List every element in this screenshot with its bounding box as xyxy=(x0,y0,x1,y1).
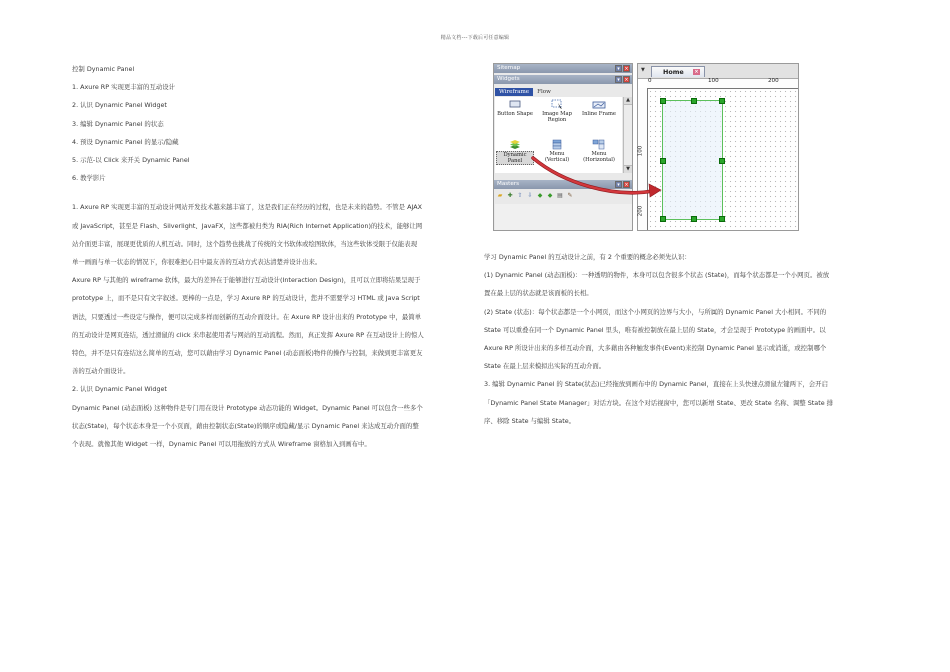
move-down-icon[interactable]: ⇩ xyxy=(527,192,533,199)
inline-frame-icon xyxy=(592,99,606,110)
right-column xyxy=(484,248,884,430)
paragraph: 「Dynamic Panel State Manager」对话方块。在这个对话视窗中，您可以新增 State、更改 State 名称、调整 State 排 xyxy=(484,398,834,407)
paragraph: 站介面更丰富，展现更优质的人机互动。同时，这个趋势也挑战了传统的文书软体或绘图软体，当这些软体受限于仅能表现 xyxy=(72,239,418,248)
tab-flow[interactable]: Flow xyxy=(537,89,551,95)
dynamic-panel-icon xyxy=(508,139,522,150)
paragraph: 语法，只要透过一些设定与操作，便可以完成多样而创新的互动介面设计。在 Axure RP 设计出来的 Prototype 中，最简单 xyxy=(72,312,422,321)
paragraph: 控制 Dynamic Panel xyxy=(72,65,135,73)
paragraph: 置在最上层的状态就是该面板的长相。 xyxy=(484,289,593,298)
paragraph: 5. 示范-以 Click 来开关 Dynamic Panel xyxy=(72,156,190,165)
paragraph: 3. 编辑 Dynamic Panel 的 State(状态)已经拖放到画布中的 Dynamic Panel，直接在上头快速点滑鼠左键两下，会开启 xyxy=(484,380,828,389)
close-icon[interactable]: × xyxy=(624,77,629,83)
widget-image-map-region[interactable] xyxy=(538,99,576,123)
widget-label: Button Shape xyxy=(497,111,533,117)
properties-icon[interactable]: ▤ xyxy=(557,192,563,199)
left-column xyxy=(72,60,467,453)
widget-label: Menu (Horizontal) xyxy=(583,151,615,163)
tab-home[interactable] xyxy=(651,66,705,77)
resize-handle[interactable] xyxy=(691,98,697,104)
paragraph: 2. 认识 Dynamic Panel Widget xyxy=(72,101,167,110)
resize-handle[interactable] xyxy=(719,98,725,104)
paragraph: 善的互动介面设计。 xyxy=(72,367,130,376)
resize-handle[interactable] xyxy=(719,216,725,222)
page-tab-bar xyxy=(638,64,798,79)
resize-handle[interactable] xyxy=(719,158,725,164)
resize-handle[interactable] xyxy=(691,216,697,222)
widget-label: Inline Frame xyxy=(582,111,616,117)
ruler-label: 100 xyxy=(708,78,719,84)
sitemap-title-bar xyxy=(494,64,632,73)
paragraph: Axure RP 所设计出来的多样互动介面，大多藉由各种触发事件(Event)来控制 Dynamic Panel 显示或消逝，或控制哪个 xyxy=(484,344,827,353)
paragraph: Axure RP 与其他的 wireframe 软体，最大的差异在于能够进行互动设计(Interaction Design)，且可以立即将结果呈现于 xyxy=(72,276,421,285)
masters-list xyxy=(495,204,632,230)
paragraph: 6. 教学影片 xyxy=(72,174,106,183)
paragraph: (1) Dynamic Panel (动态面板)：一种透明的物件，本身可以包含很多个状态 (State)，而每个状态都是一个小网页。被放 xyxy=(484,271,830,280)
arrow-right-icon[interactable]: ◆ xyxy=(547,192,553,199)
button-shape-icon xyxy=(508,99,522,110)
paragraph: 2. 认识 Dynamic Panel Widget xyxy=(72,385,167,394)
paragraph: 个表现。就像其他 Widget 一样，Dynamic Panel 可以用拖放的方式从 Wireframe 窗格加入到画布中。 xyxy=(72,440,371,449)
widget-label: Menu (Vertical) xyxy=(544,151,570,163)
axure-screenshot xyxy=(493,63,799,231)
widget-label: Image Map Region xyxy=(542,111,572,123)
widget-dynamic-panel[interactable] xyxy=(496,139,534,165)
tab-home-label: Home xyxy=(663,68,684,76)
image-map-region-icon xyxy=(550,99,564,110)
vertical-ruler xyxy=(638,88,648,230)
paragraph: 3. 编辑 Dynamic Panel 的状态 xyxy=(72,119,164,128)
ruler-label: 0 xyxy=(648,78,652,84)
widget-inline-frame[interactable] xyxy=(580,99,618,117)
scroll-up-icon[interactable]: ▲ xyxy=(624,97,632,105)
widget-tabs xyxy=(495,88,555,96)
move-up-icon[interactable]: ⇧ xyxy=(517,192,523,199)
left-pane xyxy=(493,63,633,231)
horizontal-ruler xyxy=(647,79,798,89)
paragraph: 单一画面与单一状态的情况下，你很难把心目中最友善的互动方式表达清楚并设计出来。 xyxy=(72,258,322,267)
collapse-icon[interactable]: ▾ xyxy=(615,65,622,72)
widget-label: Dynamic Panel xyxy=(496,151,534,165)
ruler-label: 200 xyxy=(768,78,779,84)
paragraph: 4. 预设 Dynamic Panel 的显示/隐藏 xyxy=(72,137,179,146)
widget-menu-vertical[interactable] xyxy=(538,139,576,163)
paragraph: 1. Axure RP 实现更丰富的互动设计 xyxy=(72,83,176,92)
masters-title-bar xyxy=(494,180,632,189)
masters-title: Masters xyxy=(497,181,520,187)
widget-library xyxy=(495,97,622,173)
paragraph: Dynamic Panel (动态面板) 这种物件是专门用在设计 Prototype 动态功能的 Widget。Dynamic Panel 可以包含一些多个 xyxy=(72,403,423,412)
widget-scrollbar[interactable] xyxy=(623,97,632,173)
widget-button-shape[interactable] xyxy=(496,99,534,117)
widgets-title: Widgets xyxy=(497,76,520,82)
paragraph: 或 JavaScript，甚至是 Flash、Silverlight、JavaFX，这些都被归类为 RIA(Rich Internet Application)的技术，能够让网 xyxy=(72,221,423,230)
widget-menu-horizontal[interactable] xyxy=(580,139,618,163)
ruler-label: 100 xyxy=(637,145,644,157)
paragraph: 状态(State)，每个状态本身是一个小页面，藉由控制状态(State)的顺序或隐藏/显示 Dynamic Panel 来达成互动介面的整 xyxy=(72,421,419,430)
page-header: 精品文档---下载后可任意编辑 xyxy=(440,35,510,41)
paragraph: prototype 上，而不是只有文字叙述。更棒的一点是，学习 Axure RP 的互动设计，您并不需要学习 HTML 或 Java Script xyxy=(72,294,420,303)
close-tab-icon[interactable]: × xyxy=(694,69,699,75)
resize-handle[interactable] xyxy=(660,216,666,222)
scroll-down-icon[interactable]: ▼ xyxy=(624,165,632,173)
resize-handle[interactable] xyxy=(660,158,666,164)
collapse-icon[interactable]: ▾ xyxy=(615,76,622,83)
menu-vertical-icon xyxy=(550,139,564,150)
close-icon[interactable]: × xyxy=(624,182,629,188)
design-canvas[interactable] xyxy=(648,89,798,230)
paragraph: 的互动设计是网页连结，透过滑鼠的 click 来串起使用者与网站的互动流程。然而，真正发挥 Axure RP 在互动设计上的惊人 xyxy=(72,330,424,339)
paragraph: 特色，并不是只有连结这么简单的互动，您可以藉由学习 Dynamic Panel (动态面板)物件的操作与控制，来做到更丰富更友 xyxy=(72,349,423,358)
masters-toolbar xyxy=(496,192,574,200)
paragraph: (2) State (状态)：每个状态都是一个小网页，而这个小网页的边界与大小，与所属的 Dynamic Panel 大小相同。不同的 xyxy=(484,307,827,316)
resize-handle[interactable] xyxy=(660,98,666,104)
tab-wireframe[interactable]: Wireframe xyxy=(495,88,533,96)
chevron-down-icon[interactable]: ▼ xyxy=(641,67,645,73)
collapse-icon[interactable]: ▾ xyxy=(615,181,622,188)
paragraph: 1. Axure RP 实现更丰富的互动设计网站开发技术越来越丰富了，这是我们正在经历的过程，也是未来的趋势。不管是 AJAX xyxy=(72,203,422,212)
paragraph: State 可以重叠在同一个 Dynamic Panel 里头，唯有被控制放在最上层的 State，才会呈现于 Prototype 的画面中。以 xyxy=(484,325,826,334)
canvas-pane xyxy=(637,63,799,231)
close-icon[interactable]: × xyxy=(624,66,629,72)
paragraph: State 在最上层来模拟出实际的互动介面。 xyxy=(484,362,606,371)
arrow-left-icon[interactable]: ◆ xyxy=(537,192,543,199)
add-master-icon[interactable]: ✚ xyxy=(507,192,513,199)
menu-horizontal-icon xyxy=(592,139,606,150)
paragraph: 学习 Dynamic Panel 的互动设计之前，有 2 个重要的概念必须先认识： xyxy=(484,253,691,261)
widgets-title-bar xyxy=(494,75,632,84)
paragraph: 序、移除 State 与编辑 State。 xyxy=(484,416,576,425)
dynamic-panel-placeholder[interactable] xyxy=(662,100,723,220)
sitemap-title: Sitemap xyxy=(497,65,521,71)
folder-icon[interactable]: ▰ xyxy=(497,192,503,199)
ruler-label: 200 xyxy=(637,205,644,217)
edit-icon[interactable]: ✎ xyxy=(567,192,573,199)
